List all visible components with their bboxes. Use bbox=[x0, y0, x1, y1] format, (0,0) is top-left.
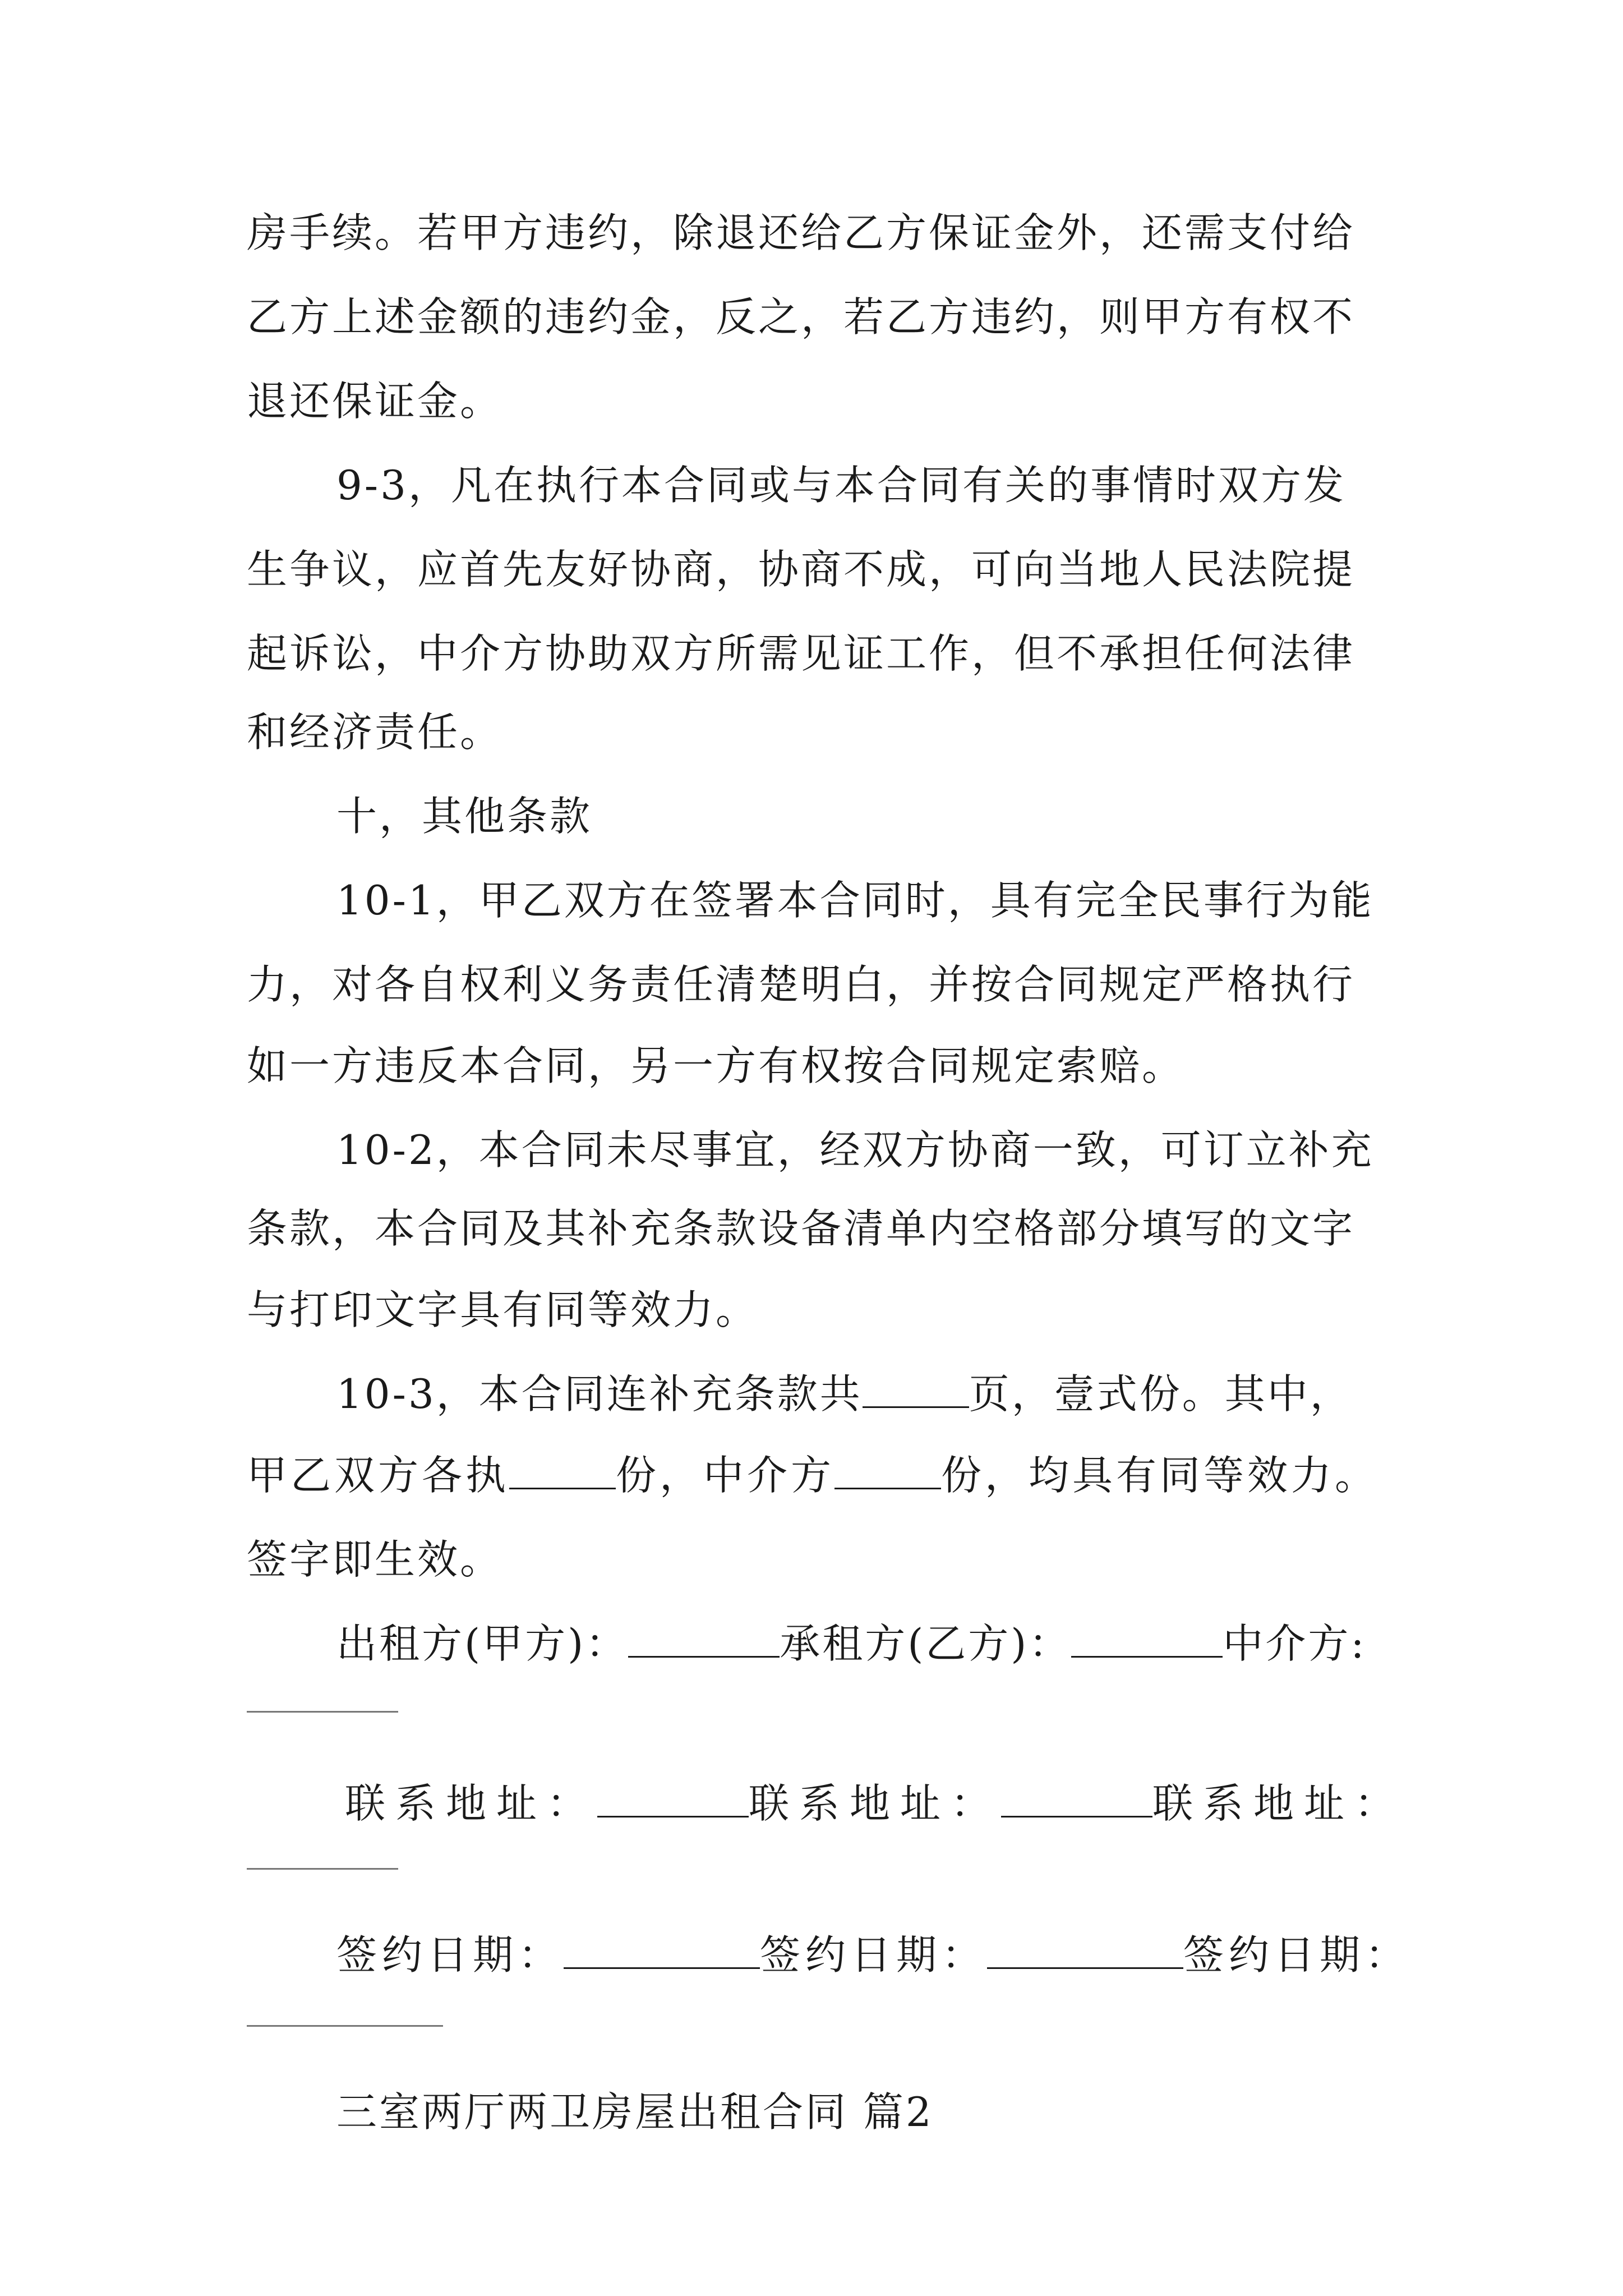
paragraph-line: 与打印文字具有同等效力。 bbox=[247, 1286, 759, 1333]
date-label: 签约日期： bbox=[760, 1931, 988, 1978]
address-field[interactable] bbox=[597, 1777, 749, 1818]
clause-text: 份，中介方 bbox=[616, 1452, 835, 1499]
lessor-field[interactable] bbox=[628, 1617, 780, 1658]
paragraph-line: 力，对各自权利义务责任清楚明白，并按合同规定严格执行 bbox=[247, 961, 1355, 1008]
next-section-title: 三室两厅两卫房屋出租合同 篇2 bbox=[336, 2088, 934, 2136]
clause-text: 甲乙双方各执 bbox=[247, 1452, 510, 1499]
paragraph-line: 起诉讼，中介方协助双方所需见证工作，但不承担任何法律 bbox=[247, 630, 1355, 677]
signature-address-row bbox=[345, 1775, 1405, 1832]
paragraph-line: 如一方违反本合同，另一方有权按合同规定索赔。 bbox=[247, 1042, 1185, 1089]
paragraph-line: 乙方上述金额的违约金，反之，若乙方违约，则甲方有权不 bbox=[247, 293, 1355, 341]
address-label: 联系地址： bbox=[749, 1780, 1002, 1827]
paragraph-line: 条款，本合同及其补充条款设备清单内空格部分填写的文字 bbox=[247, 1205, 1355, 1252]
clause-text: 份，均具有同等效力。 bbox=[941, 1452, 1379, 1499]
paragraph-line: 房手续。若甲方违约，除退还给乙方保证金外，还需支付给 bbox=[247, 209, 1355, 256]
paragraph-line: 退还保证金。 bbox=[247, 378, 503, 425]
address-field-line[interactable] bbox=[247, 1868, 398, 1870]
section-heading: 十，其他条款 bbox=[336, 793, 593, 840]
address-label: 联系地址： bbox=[1152, 1780, 1405, 1827]
paragraph-line: 10-2，本合同未尽事宜，经双方协商一致，可订立补充 bbox=[336, 1126, 1374, 1174]
fill-blank-copies-parties[interactable] bbox=[509, 1448, 616, 1489]
paragraph-line: 10-1，甲乙双方在签署本合同时，具有完全民事行为能 bbox=[336, 877, 1374, 924]
clause-text: 页，壹式份。其中， bbox=[969, 1370, 1353, 1418]
paragraph-line: 9-3，凡在执行本合同或与本合同有关的事情时双方发 bbox=[336, 462, 1346, 509]
address-label: 联系地址： bbox=[345, 1780, 598, 1827]
lessee-label: 承租方(乙方)： bbox=[780, 1620, 1072, 1667]
lessee-field[interactable] bbox=[1071, 1617, 1223, 1658]
date-field[interactable] bbox=[987, 1928, 1183, 1969]
lessor-label: 出租方(甲方)： bbox=[336, 1620, 629, 1667]
clause-10-3-line-1 bbox=[336, 1366, 1353, 1422]
address-field[interactable] bbox=[1001, 1777, 1152, 1818]
clause-text: 10-3，本合同连补充条款共 bbox=[336, 1370, 863, 1418]
date-field-line[interactable] bbox=[247, 2025, 443, 2027]
paragraph-line: 和经济责任。 bbox=[247, 708, 503, 756]
paragraph-line: 生争议，应首先友好协商，协商不成，可向当地人民法院提 bbox=[247, 546, 1355, 593]
signature-parties-row bbox=[336, 1616, 1367, 1672]
fill-blank-pages[interactable] bbox=[863, 1367, 969, 1408]
signature-date-row bbox=[336, 1927, 1410, 1983]
agent-label: 中介方: bbox=[1223, 1620, 1367, 1667]
date-label: 签约日期： bbox=[336, 1931, 564, 1978]
date-field[interactable] bbox=[564, 1928, 760, 1969]
clause-10-3-line-2 bbox=[247, 1447, 1378, 1503]
agent-field-line[interactable] bbox=[247, 1711, 398, 1713]
fill-blank-copies-agent[interactable] bbox=[834, 1448, 941, 1489]
date-label: 签约日期： bbox=[1183, 1931, 1411, 1978]
paragraph-line: 签字即生效。 bbox=[247, 1536, 503, 1583]
